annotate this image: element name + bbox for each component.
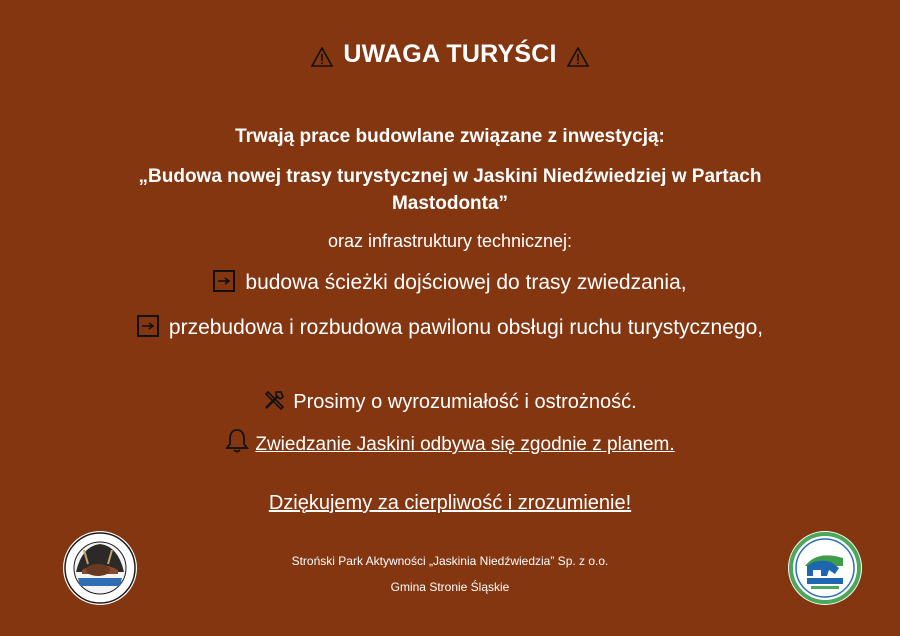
thanks-text: Dziękujemy za cierpliwość i zrozumienie!: [268, 492, 632, 514]
project-line-1: „Budowa nowej trasy turystycznej w Jaskini Niedźwiedziej w Partach: [138, 166, 762, 187]
bell-icon: [225, 428, 249, 460]
warning-triangle-icon: [567, 45, 589, 65]
notice-title-text: UWAGA TURYŚCI: [343, 40, 557, 68]
warning-triangle-icon: [311, 45, 333, 65]
visiting-line: [0, 428, 900, 460]
list-item-text: przebudowa i rozbudowa pawilonu obsługi ruchu turystycznego,: [168, 316, 764, 339]
request-text: Prosimy o wyrozumiałość i ostrożność.: [293, 391, 637, 413]
arrow-box-icon: [137, 315, 159, 337]
stronski-park-logo: [787, 530, 863, 611]
subtitle-text: oraz infrastruktury technicznej:: [327, 231, 573, 251]
arrow-box-icon: [213, 270, 235, 292]
thanks-line: [0, 492, 900, 515]
jaskinia-niedzwiedzia-logo: [62, 530, 138, 611]
tools-icon: [263, 388, 287, 418]
list-item: [0, 270, 900, 295]
visiting-text: Zwiedzanie Jaskini odbywa się zgodnie z planem.: [255, 434, 675, 455]
list-item: [0, 315, 900, 340]
project-name: [0, 163, 900, 217]
footer-municipality: Gmina Stronie Śląskie: [390, 580, 510, 594]
footer-company: Stroński Park Aktywności „Jaskinia Niedźwiedzia” Sp. z o.o.: [291, 554, 609, 568]
notice-title: [0, 40, 900, 69]
project-line-2: Mastodonta”: [391, 193, 509, 214]
list-item-text: budowa ścieżki dojściowej do trasy zwiedzania,: [245, 271, 687, 294]
lead-text: Trwają prace budowlane związane z inwestycją:: [235, 126, 665, 147]
request-line: [0, 388, 900, 418]
